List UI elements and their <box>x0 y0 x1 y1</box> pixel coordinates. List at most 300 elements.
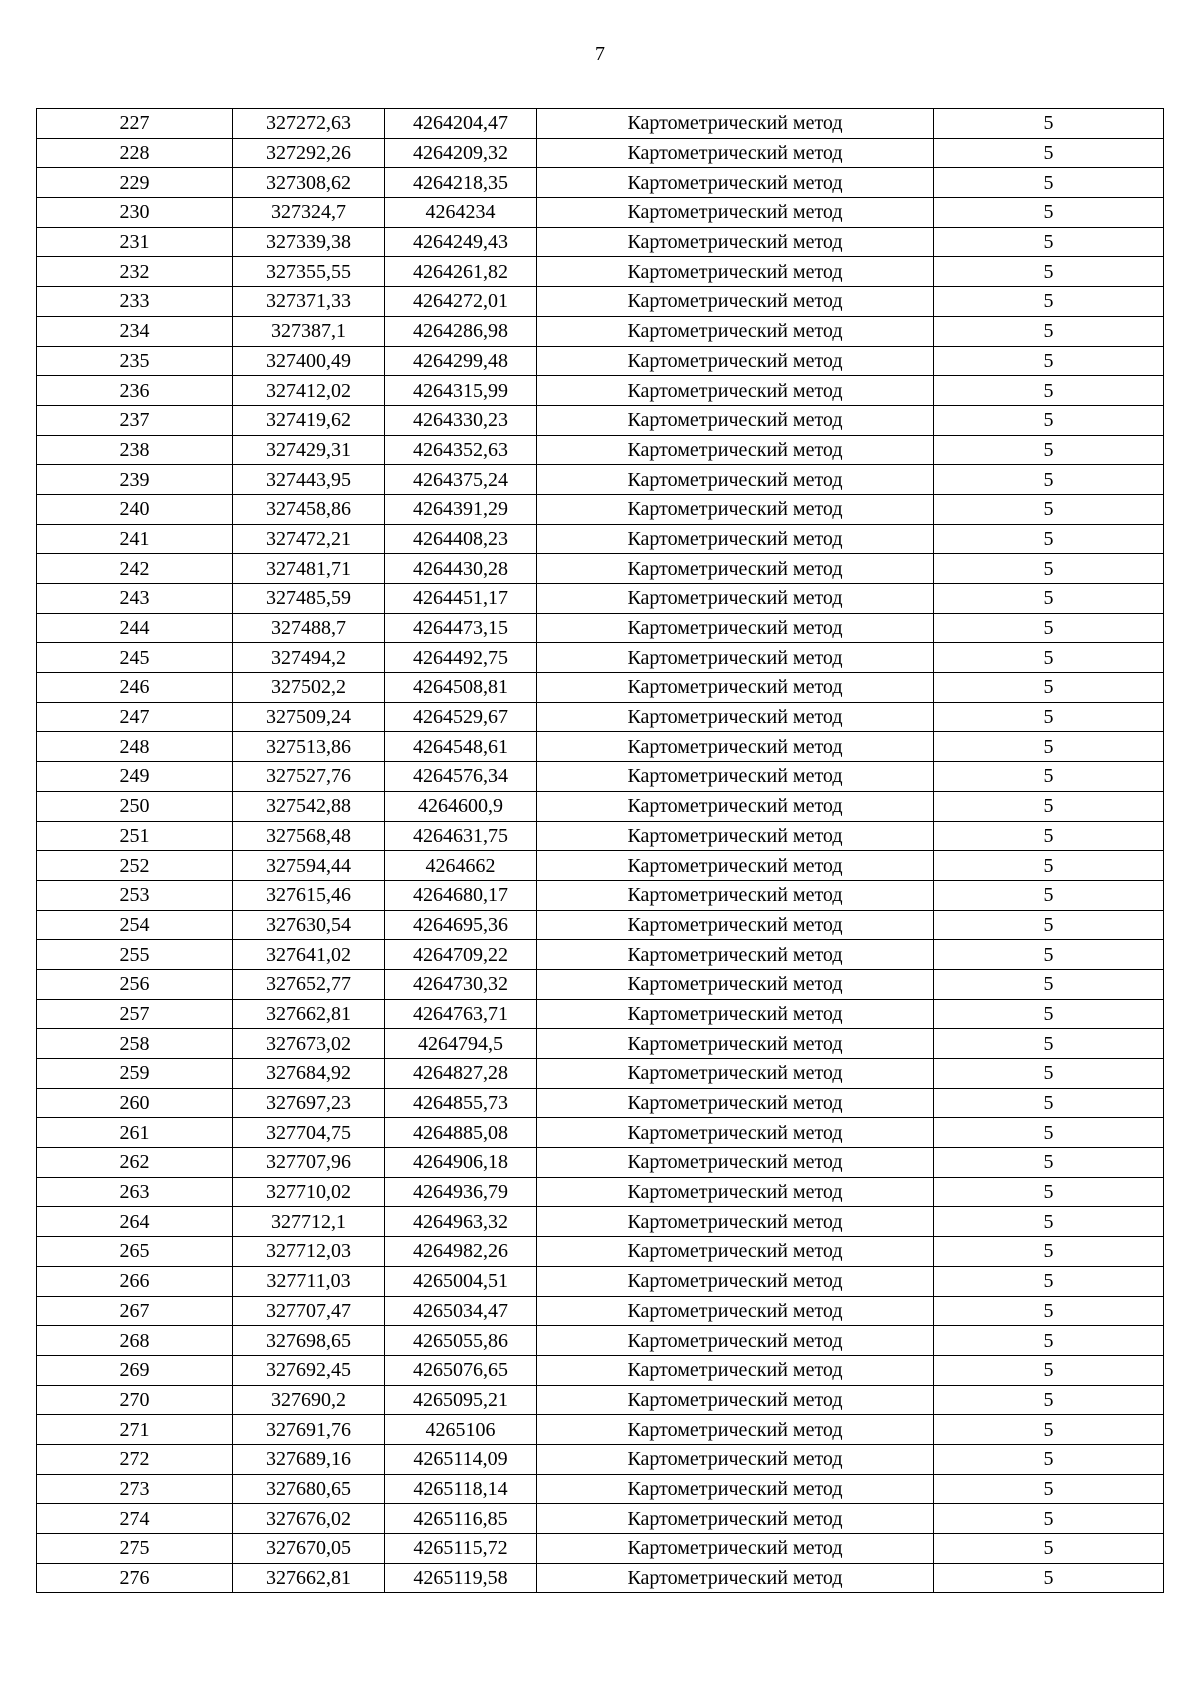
accuracy-cell: 5 <box>934 168 1164 198</box>
y-coordinate-cell: 4264885,08 <box>385 1118 537 1148</box>
point-number-cell: 272 <box>37 1444 233 1474</box>
accuracy-cell: 5 <box>934 554 1164 584</box>
table-row <box>37 999 1164 1029</box>
point-number-cell: 237 <box>37 405 233 435</box>
y-coordinate-cell: 4264576,34 <box>385 762 537 792</box>
point-number-cell: 263 <box>37 1177 233 1207</box>
accuracy-cell: 5 <box>934 762 1164 792</box>
point-number-cell: 266 <box>37 1266 233 1296</box>
x-coordinate-cell: 327711,03 <box>233 1266 385 1296</box>
table-row <box>37 1415 1164 1445</box>
table-row <box>37 198 1164 228</box>
table-row <box>37 316 1164 346</box>
y-coordinate-cell: 4264204,47 <box>385 109 537 139</box>
y-coordinate-cell: 4264286,98 <box>385 316 537 346</box>
method-cell: Картометрический метод <box>537 702 934 732</box>
x-coordinate-cell: 327676,02 <box>233 1504 385 1534</box>
point-number-cell: 265 <box>37 1237 233 1267</box>
accuracy-cell: 5 <box>934 1415 1164 1445</box>
accuracy-cell: 5 <box>934 969 1164 999</box>
point-number-cell: 260 <box>37 1088 233 1118</box>
point-number-cell: 257 <box>37 999 233 1029</box>
method-cell: Картометрический метод <box>537 376 934 406</box>
table-row <box>37 643 1164 673</box>
point-number-cell: 271 <box>37 1415 233 1445</box>
accuracy-cell: 5 <box>934 1059 1164 1089</box>
table-row <box>37 1118 1164 1148</box>
accuracy-cell: 5 <box>934 198 1164 228</box>
y-coordinate-cell: 4264492,75 <box>385 643 537 673</box>
table-row <box>37 1444 1164 1474</box>
accuracy-cell: 5 <box>934 910 1164 940</box>
point-number-cell: 235 <box>37 346 233 376</box>
x-coordinate-cell: 327689,16 <box>233 1444 385 1474</box>
y-coordinate-cell: 4264299,48 <box>385 346 537 376</box>
table-row <box>37 940 1164 970</box>
method-cell: Картометрический метод <box>537 1385 934 1415</box>
method-cell: Картометрический метод <box>537 138 934 168</box>
y-coordinate-cell: 4264548,61 <box>385 732 537 762</box>
table-row <box>37 1296 1164 1326</box>
method-cell: Картометрический метод <box>537 1474 934 1504</box>
accuracy-cell: 5 <box>934 1474 1164 1504</box>
point-number-cell: 244 <box>37 613 233 643</box>
y-coordinate-cell: 4265055,86 <box>385 1326 537 1356</box>
accuracy-cell: 5 <box>934 643 1164 673</box>
point-number-cell: 256 <box>37 969 233 999</box>
table-row <box>37 168 1164 198</box>
point-number-cell: 229 <box>37 168 233 198</box>
table-row <box>37 1474 1164 1504</box>
y-coordinate-cell: 4264631,75 <box>385 821 537 851</box>
table-row <box>37 762 1164 792</box>
method-cell: Картометрический метод <box>537 584 934 614</box>
x-coordinate-cell: 327400,49 <box>233 346 385 376</box>
accuracy-cell: 5 <box>934 1118 1164 1148</box>
y-coordinate-cell: 4264763,71 <box>385 999 537 1029</box>
method-cell: Картометрический метод <box>537 1504 934 1534</box>
x-coordinate-cell: 327690,2 <box>233 1385 385 1415</box>
method-cell: Картометрический метод <box>537 1266 934 1296</box>
y-coordinate-cell: 4264391,29 <box>385 494 537 524</box>
point-number-cell: 241 <box>37 524 233 554</box>
accuracy-cell: 5 <box>934 1355 1164 1385</box>
table-row <box>37 1534 1164 1564</box>
point-number-cell: 227 <box>37 109 233 139</box>
y-coordinate-cell: 4264529,67 <box>385 702 537 732</box>
point-number-cell: 268 <box>37 1326 233 1356</box>
x-coordinate-cell: 327412,02 <box>233 376 385 406</box>
point-number-cell: 245 <box>37 643 233 673</box>
point-number-cell: 250 <box>37 791 233 821</box>
table-row <box>37 880 1164 910</box>
method-cell: Картометрический метод <box>537 673 934 703</box>
point-number-cell: 240 <box>37 494 233 524</box>
method-cell: Картометрический метод <box>537 316 934 346</box>
method-cell: Картометрический метод <box>537 524 934 554</box>
table-row <box>37 1355 1164 1385</box>
table-row <box>37 524 1164 554</box>
page-number: 7 <box>595 43 605 65</box>
y-coordinate-cell: 4264855,73 <box>385 1088 537 1118</box>
accuracy-cell: 5 <box>934 316 1164 346</box>
accuracy-cell: 5 <box>934 1296 1164 1326</box>
method-cell: Картометрический метод <box>537 1415 934 1445</box>
x-coordinate-cell: 327662,81 <box>233 999 385 1029</box>
accuracy-cell: 5 <box>934 613 1164 643</box>
accuracy-cell: 5 <box>934 1534 1164 1564</box>
point-number-cell: 264 <box>37 1207 233 1237</box>
accuracy-cell: 5 <box>934 584 1164 614</box>
method-cell: Картометрический метод <box>537 1088 934 1118</box>
x-coordinate-cell: 327429,31 <box>233 435 385 465</box>
y-coordinate-cell: 4264408,23 <box>385 524 537 554</box>
point-number-cell: 274 <box>37 1504 233 1534</box>
x-coordinate-cell: 327673,02 <box>233 1029 385 1059</box>
accuracy-cell: 5 <box>934 287 1164 317</box>
table-row <box>37 673 1164 703</box>
y-coordinate-cell: 4265115,72 <box>385 1534 537 1564</box>
point-number-cell: 239 <box>37 465 233 495</box>
y-coordinate-cell: 4265119,58 <box>385 1563 537 1593</box>
point-number-cell: 238 <box>37 435 233 465</box>
point-number-cell: 270 <box>37 1385 233 1415</box>
point-number-cell: 248 <box>37 732 233 762</box>
point-number-cell: 261 <box>37 1118 233 1148</box>
point-number-cell: 258 <box>37 1029 233 1059</box>
x-coordinate-cell: 327692,45 <box>233 1355 385 1385</box>
y-coordinate-cell: 4264218,35 <box>385 168 537 198</box>
accuracy-cell: 5 <box>934 1029 1164 1059</box>
y-coordinate-cell: 4264234 <box>385 198 537 228</box>
point-number-cell: 249 <box>37 762 233 792</box>
method-cell: Картометрический метод <box>537 821 934 851</box>
x-coordinate-cell: 327704,75 <box>233 1118 385 1148</box>
x-coordinate-cell: 327502,2 <box>233 673 385 703</box>
x-coordinate-cell: 327387,1 <box>233 316 385 346</box>
table-row <box>37 1207 1164 1237</box>
table-row <box>37 109 1164 139</box>
method-cell: Картометрический метод <box>537 1563 934 1593</box>
accuracy-cell: 5 <box>934 465 1164 495</box>
point-number-cell: 234 <box>37 316 233 346</box>
table-row <box>37 1563 1164 1593</box>
method-cell: Картометрический метод <box>537 168 934 198</box>
method-cell: Картометрический метод <box>537 1296 934 1326</box>
x-coordinate-cell: 327641,02 <box>233 940 385 970</box>
x-coordinate-cell: 327272,63 <box>233 109 385 139</box>
accuracy-cell: 5 <box>934 376 1164 406</box>
method-cell: Картометрический метод <box>537 1355 934 1385</box>
method-cell: Картометрический метод <box>537 346 934 376</box>
accuracy-cell: 5 <box>934 1504 1164 1534</box>
x-coordinate-cell: 327670,05 <box>233 1534 385 1564</box>
accuracy-cell: 5 <box>934 1385 1164 1415</box>
accuracy-cell: 5 <box>934 109 1164 139</box>
table-row <box>37 257 1164 287</box>
x-coordinate-cell: 327691,76 <box>233 1415 385 1445</box>
method-cell: Картометрический метод <box>537 1444 934 1474</box>
accuracy-cell: 5 <box>934 851 1164 881</box>
method-cell: Картометрический метод <box>537 910 934 940</box>
point-number-cell: 269 <box>37 1355 233 1385</box>
x-coordinate-cell: 327292,26 <box>233 138 385 168</box>
point-number-cell: 259 <box>37 1059 233 1089</box>
table-row <box>37 1029 1164 1059</box>
x-coordinate-cell: 327712,03 <box>233 1237 385 1267</box>
method-cell: Картометрический метод <box>537 762 934 792</box>
table-row <box>37 1237 1164 1267</box>
y-coordinate-cell: 4264662 <box>385 851 537 881</box>
y-coordinate-cell: 4264794,5 <box>385 1029 537 1059</box>
method-cell: Картометрический метод <box>537 1118 934 1148</box>
table-row <box>37 1177 1164 1207</box>
y-coordinate-cell: 4264352,63 <box>385 435 537 465</box>
accuracy-cell: 5 <box>934 435 1164 465</box>
method-cell: Картометрический метод <box>537 880 934 910</box>
y-coordinate-cell: 4264473,15 <box>385 613 537 643</box>
y-coordinate-cell: 4264695,36 <box>385 910 537 940</box>
table-row <box>37 1326 1164 1356</box>
table-row <box>37 1059 1164 1089</box>
y-coordinate-cell: 4264963,32 <box>385 1207 537 1237</box>
table-row <box>37 346 1164 376</box>
x-coordinate-cell: 327542,88 <box>233 791 385 821</box>
accuracy-cell: 5 <box>934 1563 1164 1593</box>
y-coordinate-cell: 4264315,99 <box>385 376 537 406</box>
method-cell: Картометрический метод <box>537 1148 934 1178</box>
point-number-cell: 236 <box>37 376 233 406</box>
method-cell: Картометрический метод <box>537 465 934 495</box>
x-coordinate-cell: 327630,54 <box>233 910 385 940</box>
x-coordinate-cell: 327594,44 <box>233 851 385 881</box>
point-number-cell: 246 <box>37 673 233 703</box>
table-row <box>37 821 1164 851</box>
table-row <box>37 1148 1164 1178</box>
point-number-cell: 243 <box>37 584 233 614</box>
accuracy-cell: 5 <box>934 1326 1164 1356</box>
point-number-cell: 231 <box>37 227 233 257</box>
point-number-cell: 262 <box>37 1148 233 1178</box>
x-coordinate-cell: 327707,96 <box>233 1148 385 1178</box>
method-cell: Картометрический метод <box>537 1207 934 1237</box>
table-row <box>37 702 1164 732</box>
table-row <box>37 1088 1164 1118</box>
y-coordinate-cell: 4264451,17 <box>385 584 537 614</box>
point-number-cell: 276 <box>37 1563 233 1593</box>
table-row <box>37 584 1164 614</box>
table-body <box>37 109 1164 1593</box>
table-row <box>37 435 1164 465</box>
method-cell: Картометрический метод <box>537 1534 934 1564</box>
table-row <box>37 554 1164 584</box>
accuracy-cell: 5 <box>934 1088 1164 1118</box>
coordinates-table <box>36 108 1164 1593</box>
table-row <box>37 287 1164 317</box>
x-coordinate-cell: 327419,62 <box>233 405 385 435</box>
y-coordinate-cell: 4265076,65 <box>385 1355 537 1385</box>
accuracy-cell: 5 <box>934 791 1164 821</box>
y-coordinate-cell: 4265106 <box>385 1415 537 1445</box>
table-row <box>37 1266 1164 1296</box>
point-number-cell: 232 <box>37 257 233 287</box>
accuracy-cell: 5 <box>934 821 1164 851</box>
method-cell: Картометрический метод <box>537 732 934 762</box>
x-coordinate-cell: 327680,65 <box>233 1474 385 1504</box>
accuracy-cell: 5 <box>934 257 1164 287</box>
y-coordinate-cell: 4264600,9 <box>385 791 537 821</box>
x-coordinate-cell: 327698,65 <box>233 1326 385 1356</box>
y-coordinate-cell: 4265116,85 <box>385 1504 537 1534</box>
point-number-cell: 242 <box>37 554 233 584</box>
accuracy-cell: 5 <box>934 1444 1164 1474</box>
x-coordinate-cell: 327324,7 <box>233 198 385 228</box>
accuracy-cell: 5 <box>934 227 1164 257</box>
x-coordinate-cell: 327472,21 <box>233 524 385 554</box>
table-row <box>37 376 1164 406</box>
x-coordinate-cell: 327494,2 <box>233 643 385 673</box>
x-coordinate-cell: 327485,59 <box>233 584 385 614</box>
accuracy-cell: 5 <box>934 1237 1164 1267</box>
x-coordinate-cell: 327339,38 <box>233 227 385 257</box>
y-coordinate-cell: 4265004,51 <box>385 1266 537 1296</box>
accuracy-cell: 5 <box>934 494 1164 524</box>
x-coordinate-cell: 327481,71 <box>233 554 385 584</box>
method-cell: Картометрический метод <box>537 198 934 228</box>
x-coordinate-cell: 327615,46 <box>233 880 385 910</box>
x-coordinate-cell: 327308,62 <box>233 168 385 198</box>
y-coordinate-cell: 4264936,79 <box>385 1177 537 1207</box>
accuracy-cell: 5 <box>934 732 1164 762</box>
x-coordinate-cell: 327697,23 <box>233 1088 385 1118</box>
point-number-cell: 251 <box>37 821 233 851</box>
method-cell: Картометрический метод <box>537 1029 934 1059</box>
method-cell: Картометрический метод <box>537 405 934 435</box>
y-coordinate-cell: 4264906,18 <box>385 1148 537 1178</box>
table-row <box>37 1385 1164 1415</box>
x-coordinate-cell: 327355,55 <box>233 257 385 287</box>
point-number-cell: 230 <box>37 198 233 228</box>
x-coordinate-cell: 327712,1 <box>233 1207 385 1237</box>
x-coordinate-cell: 327371,33 <box>233 287 385 317</box>
x-coordinate-cell: 327652,77 <box>233 969 385 999</box>
accuracy-cell: 5 <box>934 1207 1164 1237</box>
accuracy-cell: 5 <box>934 999 1164 1029</box>
x-coordinate-cell: 327509,24 <box>233 702 385 732</box>
y-coordinate-cell: 4264680,17 <box>385 880 537 910</box>
method-cell: Картометрический метод <box>537 494 934 524</box>
y-coordinate-cell: 4264430,28 <box>385 554 537 584</box>
method-cell: Картометрический метод <box>537 1177 934 1207</box>
y-coordinate-cell: 4265114,09 <box>385 1444 537 1474</box>
accuracy-cell: 5 <box>934 1177 1164 1207</box>
table-row <box>37 227 1164 257</box>
x-coordinate-cell: 327488,7 <box>233 613 385 643</box>
table-row <box>37 910 1164 940</box>
table-row <box>37 613 1164 643</box>
table-row <box>37 791 1164 821</box>
y-coordinate-cell: 4264209,32 <box>385 138 537 168</box>
point-number-cell: 252 <box>37 851 233 881</box>
x-coordinate-cell: 327684,92 <box>233 1059 385 1089</box>
method-cell: Картометрический метод <box>537 287 934 317</box>
table-row <box>37 465 1164 495</box>
y-coordinate-cell: 4264272,01 <box>385 287 537 317</box>
table-row <box>37 732 1164 762</box>
x-coordinate-cell: 327527,76 <box>233 762 385 792</box>
x-coordinate-cell: 327707,47 <box>233 1296 385 1326</box>
method-cell: Картометрический метод <box>537 643 934 673</box>
accuracy-cell: 5 <box>934 940 1164 970</box>
x-coordinate-cell: 327662,81 <box>233 1563 385 1593</box>
method-cell: Картометрический метод <box>537 1237 934 1267</box>
accuracy-cell: 5 <box>934 346 1164 376</box>
y-coordinate-cell: 4264375,24 <box>385 465 537 495</box>
y-coordinate-cell: 4264709,22 <box>385 940 537 970</box>
point-number-cell: 233 <box>37 287 233 317</box>
method-cell: Картометрический метод <box>537 1326 934 1356</box>
accuracy-cell: 5 <box>934 673 1164 703</box>
point-number-cell: 255 <box>37 940 233 970</box>
table-row <box>37 969 1164 999</box>
point-number-cell: 254 <box>37 910 233 940</box>
method-cell: Картометрический метод <box>537 851 934 881</box>
accuracy-cell: 5 <box>934 702 1164 732</box>
point-number-cell: 275 <box>37 1534 233 1564</box>
y-coordinate-cell: 4265034,47 <box>385 1296 537 1326</box>
y-coordinate-cell: 4264730,32 <box>385 969 537 999</box>
y-coordinate-cell: 4264249,43 <box>385 227 537 257</box>
accuracy-cell: 5 <box>934 1148 1164 1178</box>
method-cell: Картометрический метод <box>537 940 934 970</box>
y-coordinate-cell: 4264982,26 <box>385 1237 537 1267</box>
x-coordinate-cell: 327443,95 <box>233 465 385 495</box>
y-coordinate-cell: 4264330,23 <box>385 405 537 435</box>
table-row <box>37 405 1164 435</box>
accuracy-cell: 5 <box>934 405 1164 435</box>
point-number-cell: 247 <box>37 702 233 732</box>
method-cell: Картометрический метод <box>537 791 934 821</box>
method-cell: Картометрический метод <box>537 969 934 999</box>
method-cell: Картометрический метод <box>537 257 934 287</box>
point-number-cell: 228 <box>37 138 233 168</box>
y-coordinate-cell: 4264508,81 <box>385 673 537 703</box>
accuracy-cell: 5 <box>934 138 1164 168</box>
method-cell: Картометрический метод <box>537 109 934 139</box>
x-coordinate-cell: 327458,86 <box>233 494 385 524</box>
y-coordinate-cell: 4264261,82 <box>385 257 537 287</box>
point-number-cell: 267 <box>37 1296 233 1326</box>
method-cell: Картометрический метод <box>537 227 934 257</box>
table-row <box>37 851 1164 881</box>
method-cell: Картометрический метод <box>537 613 934 643</box>
table-row <box>37 138 1164 168</box>
method-cell: Картометрический метод <box>537 435 934 465</box>
y-coordinate-cell: 4264827,28 <box>385 1059 537 1089</box>
accuracy-cell: 5 <box>934 524 1164 554</box>
point-number-cell: 273 <box>37 1474 233 1504</box>
point-number-cell: 253 <box>37 880 233 910</box>
x-coordinate-cell: 327513,86 <box>233 732 385 762</box>
accuracy-cell: 5 <box>934 1266 1164 1296</box>
method-cell: Картометрический метод <box>537 554 934 584</box>
y-coordinate-cell: 4265095,21 <box>385 1385 537 1415</box>
y-coordinate-cell: 4265118,14 <box>385 1474 537 1504</box>
accuracy-cell: 5 <box>934 880 1164 910</box>
method-cell: Картометрический метод <box>537 1059 934 1089</box>
x-coordinate-cell: 327710,02 <box>233 1177 385 1207</box>
method-cell: Картометрический метод <box>537 999 934 1029</box>
